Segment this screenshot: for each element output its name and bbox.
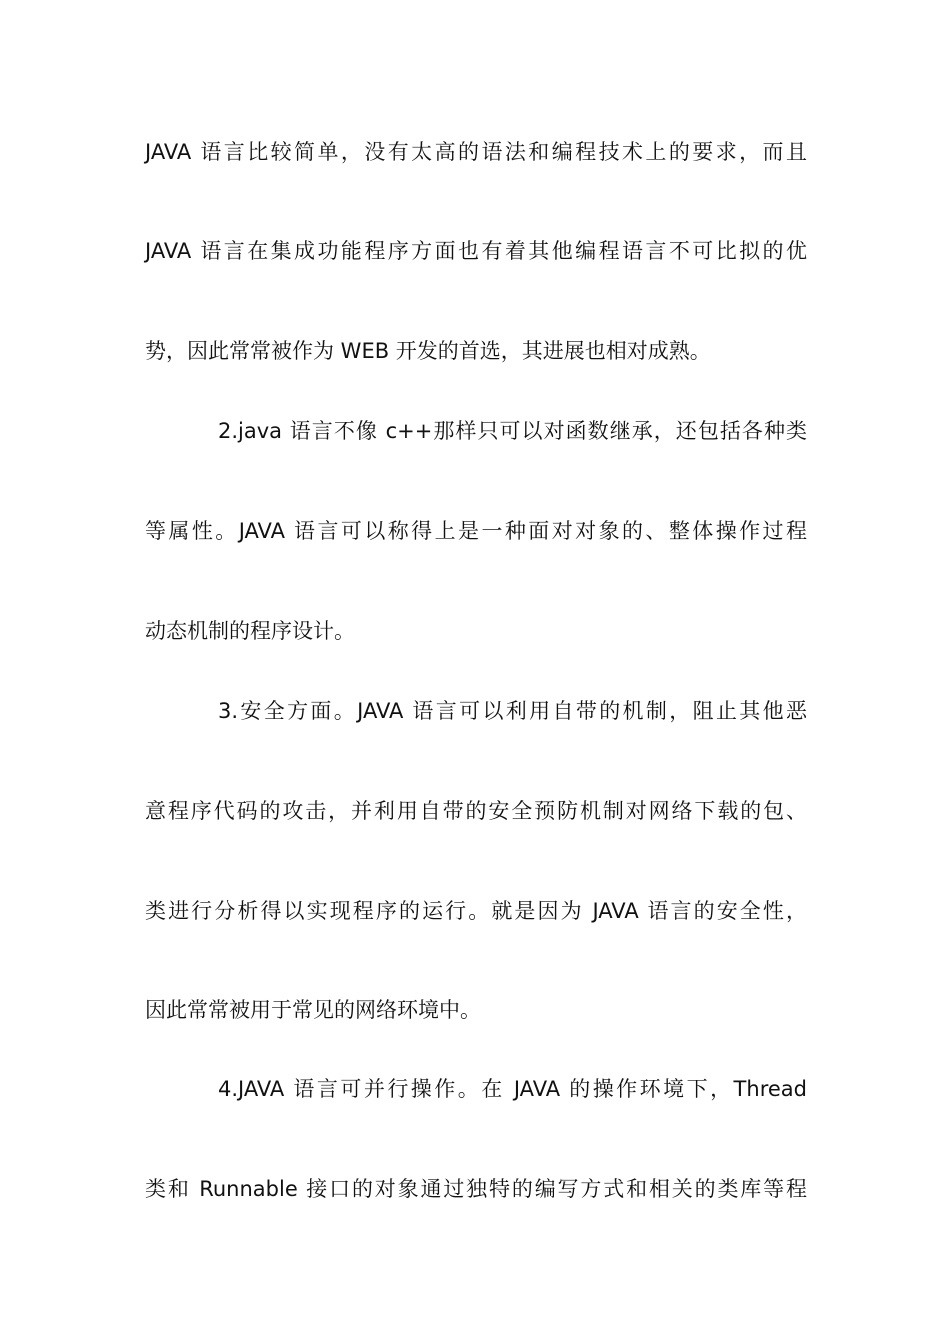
text-line-12: 类和 Runnable 接口的对象通过独特的编写方式和相关的类库等程 <box>145 1177 807 1201</box>
text-line-3: 势，因此常常被作为 WEB 开发的首选，其进展也相对成熟。 <box>145 339 711 363</box>
text-line-11: 4.JAVA 语言可并行操作。在 JAVA 的操作环境下，Thread <box>218 1077 807 1101</box>
text-line-4: 2.java 语言不像 c++那样只可以对函数继承，还包括各种类 <box>218 419 807 443</box>
text-line-7: 3.安全方面。JAVA 语言可以利用自带的机制，阻止其他恶 <box>218 699 807 723</box>
text-line-2: JAVA 语言在集成功能程序方面也有着其他编程语言不可比拟的优 <box>145 239 807 263</box>
text-line-8: 意程序代码的攻击，并利用自带的安全预防机制对网络下载的包、 <box>145 799 807 823</box>
text-line-9: 类进行分析得以实现程序的运行。就是因为 JAVA 语言的安全性， <box>145 899 807 923</box>
text-line-6: 动态机制的程序设计。 <box>145 619 355 643</box>
text-line-10: 因此常常被用于常见的网络环境中。 <box>145 998 481 1022</box>
text-line-5: 等属性。JAVA 语言可以称得上是一种面对对象的、整体操作过程 <box>145 519 807 543</box>
text-line-1: JAVA 语言比较简单，没有太高的语法和编程技术上的要求，而且 <box>145 140 807 164</box>
